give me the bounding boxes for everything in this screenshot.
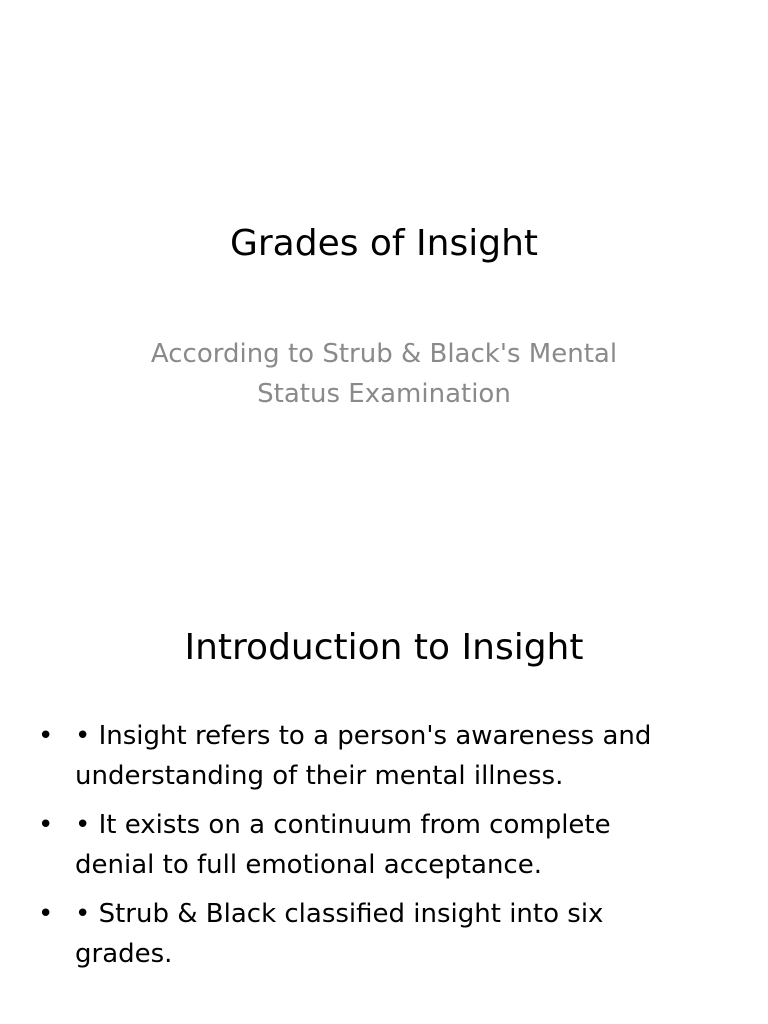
- slide-title: Grades of Insight: [229, 223, 539, 264]
- bullet-item: [38, 716, 698, 796]
- slide-subtitle: According to Strub & Black's Mental Status Examination: [150, 339, 618, 409]
- bullet-text: • It exists on a continuum from complete denial to full emotional acceptance.: [75, 810, 611, 880]
- bullet-item: [38, 894, 698, 974]
- bullet-icon: •: [38, 810, 54, 840]
- content-slide: [0, 576, 768, 1024]
- bullet-icon: •: [38, 899, 54, 929]
- bullet-text: • Strub & Black classified insight into six grades.: [75, 899, 604, 969]
- slide-title: Introduction to Insight: [184, 627, 584, 668]
- bullet-icon: •: [38, 721, 54, 751]
- bullet-list: [38, 716, 698, 983]
- bullet-item: [38, 805, 698, 885]
- bullet-text: • Insight refers to a person's awareness and understanding of their mental illness.: [75, 721, 652, 791]
